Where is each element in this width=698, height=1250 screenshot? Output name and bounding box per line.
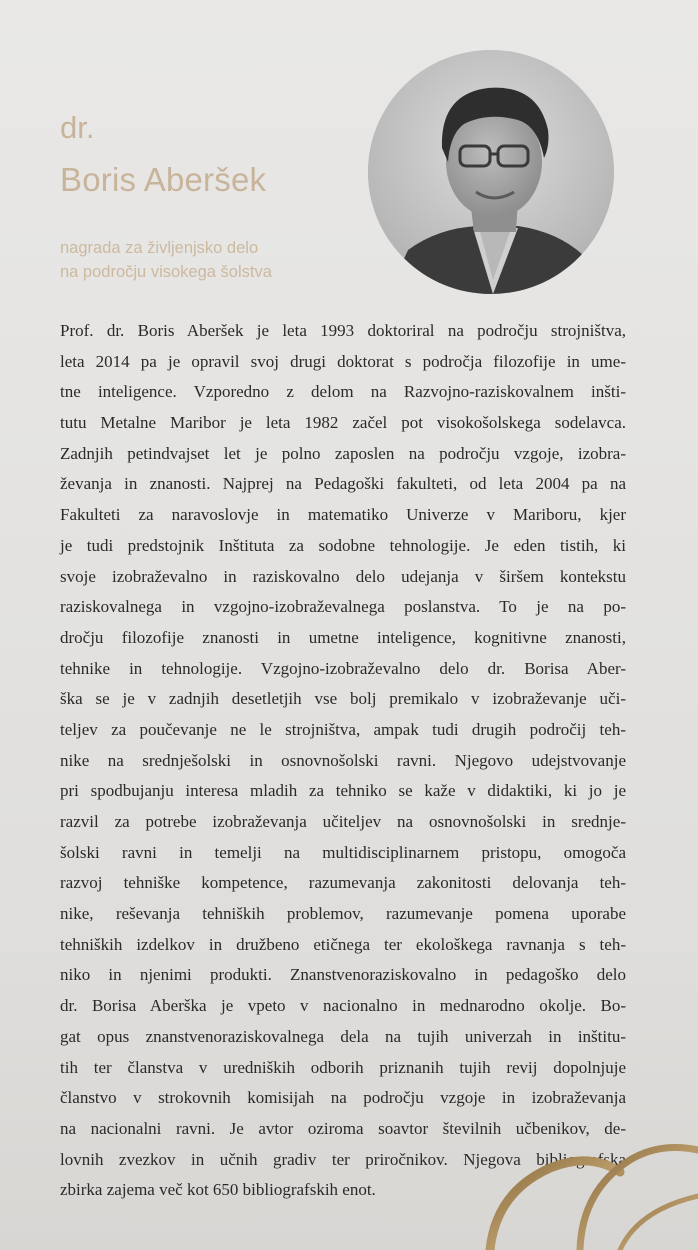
bio-line: ška se je v zadnjih desetletjih vse bolj premikalo v izobraževanje uči-	[60, 689, 626, 709]
award-line: na področju visokega šolstva	[60, 263, 272, 281]
bio-line: nike, reševanja tehniških problemov, razumevanje pomena uporabe	[60, 904, 626, 924]
bio-line: pri spodbujanju interesa mladih za tehniko se kaže v didaktiki, ki jo je	[60, 781, 626, 801]
bio-line: Prof. dr. Boris Aberšek je leta 1993 doktoriral na področju strojništva,	[60, 321, 626, 340]
portrait-illustration	[368, 50, 614, 294]
bio-line: Fakulteti za naravoslovje in matematiko Univerze v Mariboru, kjer	[60, 505, 626, 525]
bio-line: zbirka zajema več kot 650 bibliografskih enot.	[60, 1180, 376, 1200]
award-line: nagrada za življenjsko delo	[60, 239, 259, 257]
bio-line: razvil za potrebe izobraževanja učiteljev na osnovnošolski in srednje-	[60, 812, 626, 831]
bio-line: razvoj tehniške kompetence, razumevanja zakonitosti delovanja teh-	[60, 873, 626, 893]
laureate-name: Boris Aberšek	[60, 161, 267, 198]
bio-line: teljev za poučevanje ne le strojništva, ampak tudi drugih področij teh-	[60, 719, 626, 739]
bio-line: niko in njenimi produkti. Znanstvenoraziskovalno in pedagoško delo	[60, 965, 626, 985]
decorative-ornament	[470, 1120, 698, 1250]
bio-line: nike na srednješolski in osnovnošolski ravni. Njegovo udejstvovanje	[60, 750, 626, 770]
bio-line: dročju filozofije znanosti in umetne inteligence, kognitivne znanosti,	[60, 627, 626, 647]
biography-text	[60, 316, 626, 1206]
bio-line: tehniških izdelkov in družbeno etičnega ter ekološkega ravnanja s teh-	[60, 934, 626, 954]
bio-line: ževanja in znanosti. Najprej na Pedagoški fakulteti, od leta 2004 pa na	[60, 474, 626, 494]
bio-line: Zadnjih petindvajset let je polno zaposlen na področju vzgoje, izobra-	[60, 443, 626, 463]
bio-line: svoje izobraževalno in raziskovalno delo udejanja v širšem kontekstu	[60, 566, 626, 586]
bio-line: tehnike in tehnologije. Vzgojno-izobraževalno delo dr. Borisa Aber-	[60, 658, 626, 678]
bio-line: članstvo v strokovnih komisijah na področju vzgoje in izobraževanja	[60, 1088, 626, 1108]
portrait-photo	[368, 50, 614, 294]
bio-line: raziskovalnega in vzgojno-izobraževalnega poslanstva. To je na po-	[60, 597, 626, 617]
bio-line: šolski ravni in temelji na multidisciplinarnem pristopu, omogoča	[60, 842, 626, 862]
bio-line: tih ter članstva v uredniških odborih priznanih tujih revij dopolnjuje	[60, 1057, 626, 1077]
bio-line: na nacionalni ravni. Je avtor oziroma soavtor številnih učbenikov, de-	[60, 1118, 626, 1138]
bio-line: gat opus znanstvenoraziskovalnega dela na tujih univerzah in inštitu-	[60, 1026, 626, 1046]
bio-line: tutu Metalne Maribor je leta 1982 začel pot visokošolskega sodelavca.	[60, 413, 626, 433]
award-subtitle	[60, 236, 272, 284]
bio-line: dr. Borisa Aberška je vpeto v nacionalno in mednarodno okolje. Bo-	[60, 996, 626, 1016]
bio-line: leta 2014 pa je opravil svoj drugi doktorat s področja filozofije in ume-	[60, 351, 626, 371]
bio-line: lovnih zvezkov in učnih gradiv ter priročnikov. Njegova bibliografska	[60, 1149, 626, 1169]
bio-line: tne inteligence. Vzporedno z delom na Razvojno-raziskovalnem inšti-	[60, 382, 626, 402]
honorific-title: dr.	[60, 110, 95, 145]
bio-line: je tudi predstojnik Inštituta za sodobne tehnologije. Je eden tistih, ki	[60, 535, 626, 555]
